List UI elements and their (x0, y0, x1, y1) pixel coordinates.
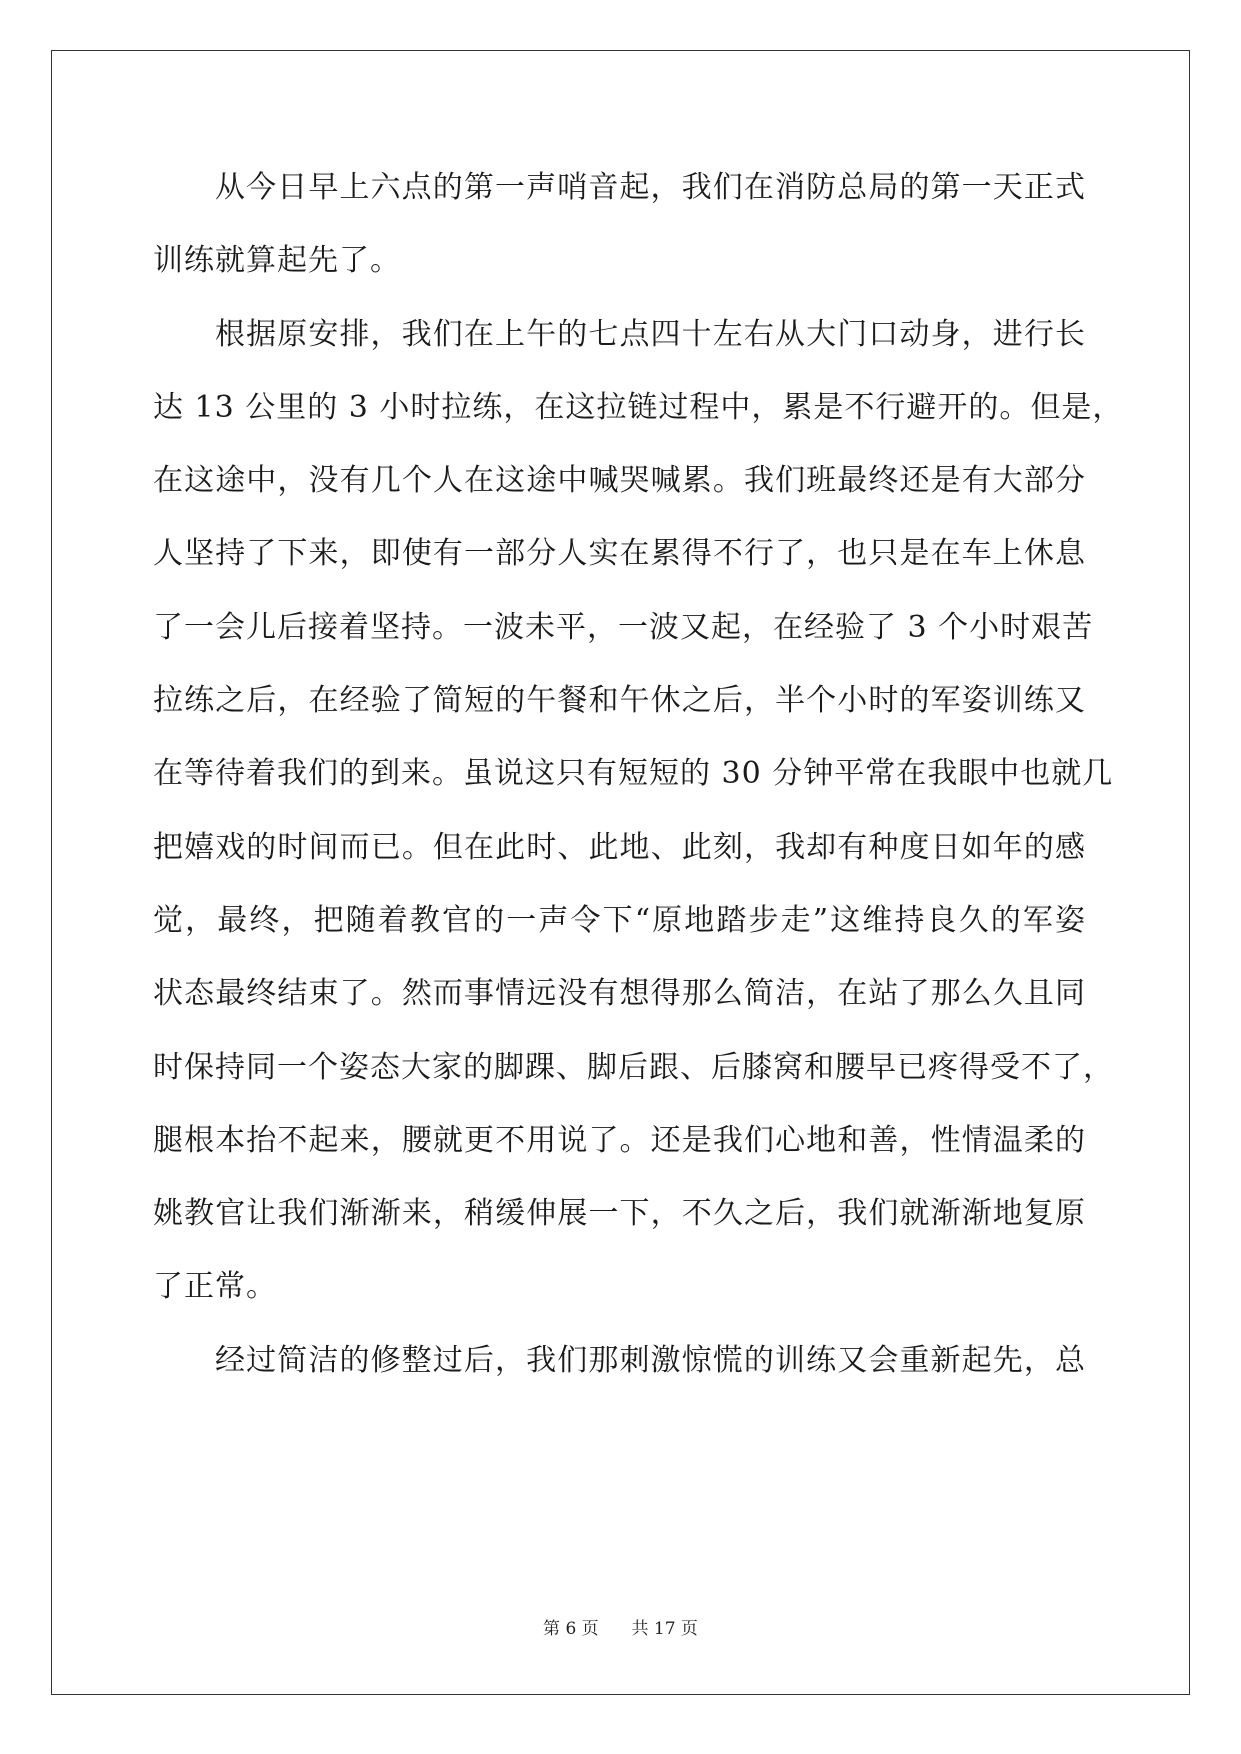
text-line: 拉练之后，在经验了简短的午餐和午休之后，半个小时的军姿训练又 (153, 683, 1086, 719)
text-line: 了正常。 (153, 1269, 277, 1305)
text-line: 人坚持了下来，即使有一部分人实在累得不行了，也只是在车上休息 (153, 536, 1086, 572)
document-body (153, 162, 1124, 1408)
text-line: 时保持同一个姿态大家的脚踝、脚后跟、后膝窝和腰早已疼得受不了， (153, 1049, 1114, 1085)
text-line: 训练就算起先了。 (153, 243, 401, 279)
text-line: 觉，最终，把随着教官的一声令下“原地踏步走”这维持良久的军姿 (153, 902, 1086, 938)
text-line: 腿根本抬不起来，腰就更不用说了。还是我们心地和善，性情温柔的 (153, 1122, 1086, 1158)
text-line: 从今日早上六点的第一声哨音起，我们在消防总局的第一天正式 (215, 170, 1086, 205)
page-footer (0, 1614, 1241, 1639)
text-line: 根据原安排，我们在上午的七点四十左右从大门口动身，进行长 (215, 316, 1086, 352)
text-line: 状态最终结束了。然而事情远没有想得那么简洁，在站了那么久且同 (153, 976, 1086, 1012)
text-line: 经过简洁的修整过后，我们那刺激惊慌的训练又会重新起先，总 (215, 1342, 1086, 1378)
page-number: 第 6 页 (543, 1619, 599, 1639)
text-line: 把嬉戏的时间而已。但在此时、此地、此刻，我却有种度日如年的感 (153, 829, 1086, 865)
page-total: 共 17 页 (631, 1619, 698, 1639)
text-line: 了一会儿后接着坚持。一波未平，一波又起，在经验了 3 个小时艰苦 (153, 609, 1094, 645)
text-line: 在这途中，没有几个人在这途中喊哭喊累。我们班最终还是有大部分 (153, 463, 1086, 499)
text-line: 姚教官让我们渐渐来，稍缓伸展一下，不久之后，我们就渐渐地复原 (153, 1196, 1086, 1232)
text-line: 达 13 公里的 3 小时拉练，在这拉链过程中，累是不行避开的。但是， (153, 389, 1124, 425)
text-line: 在等待着我们的到来。虽说这只有短短的 30 分钟平常在我眼中也就几 (153, 756, 1114, 792)
